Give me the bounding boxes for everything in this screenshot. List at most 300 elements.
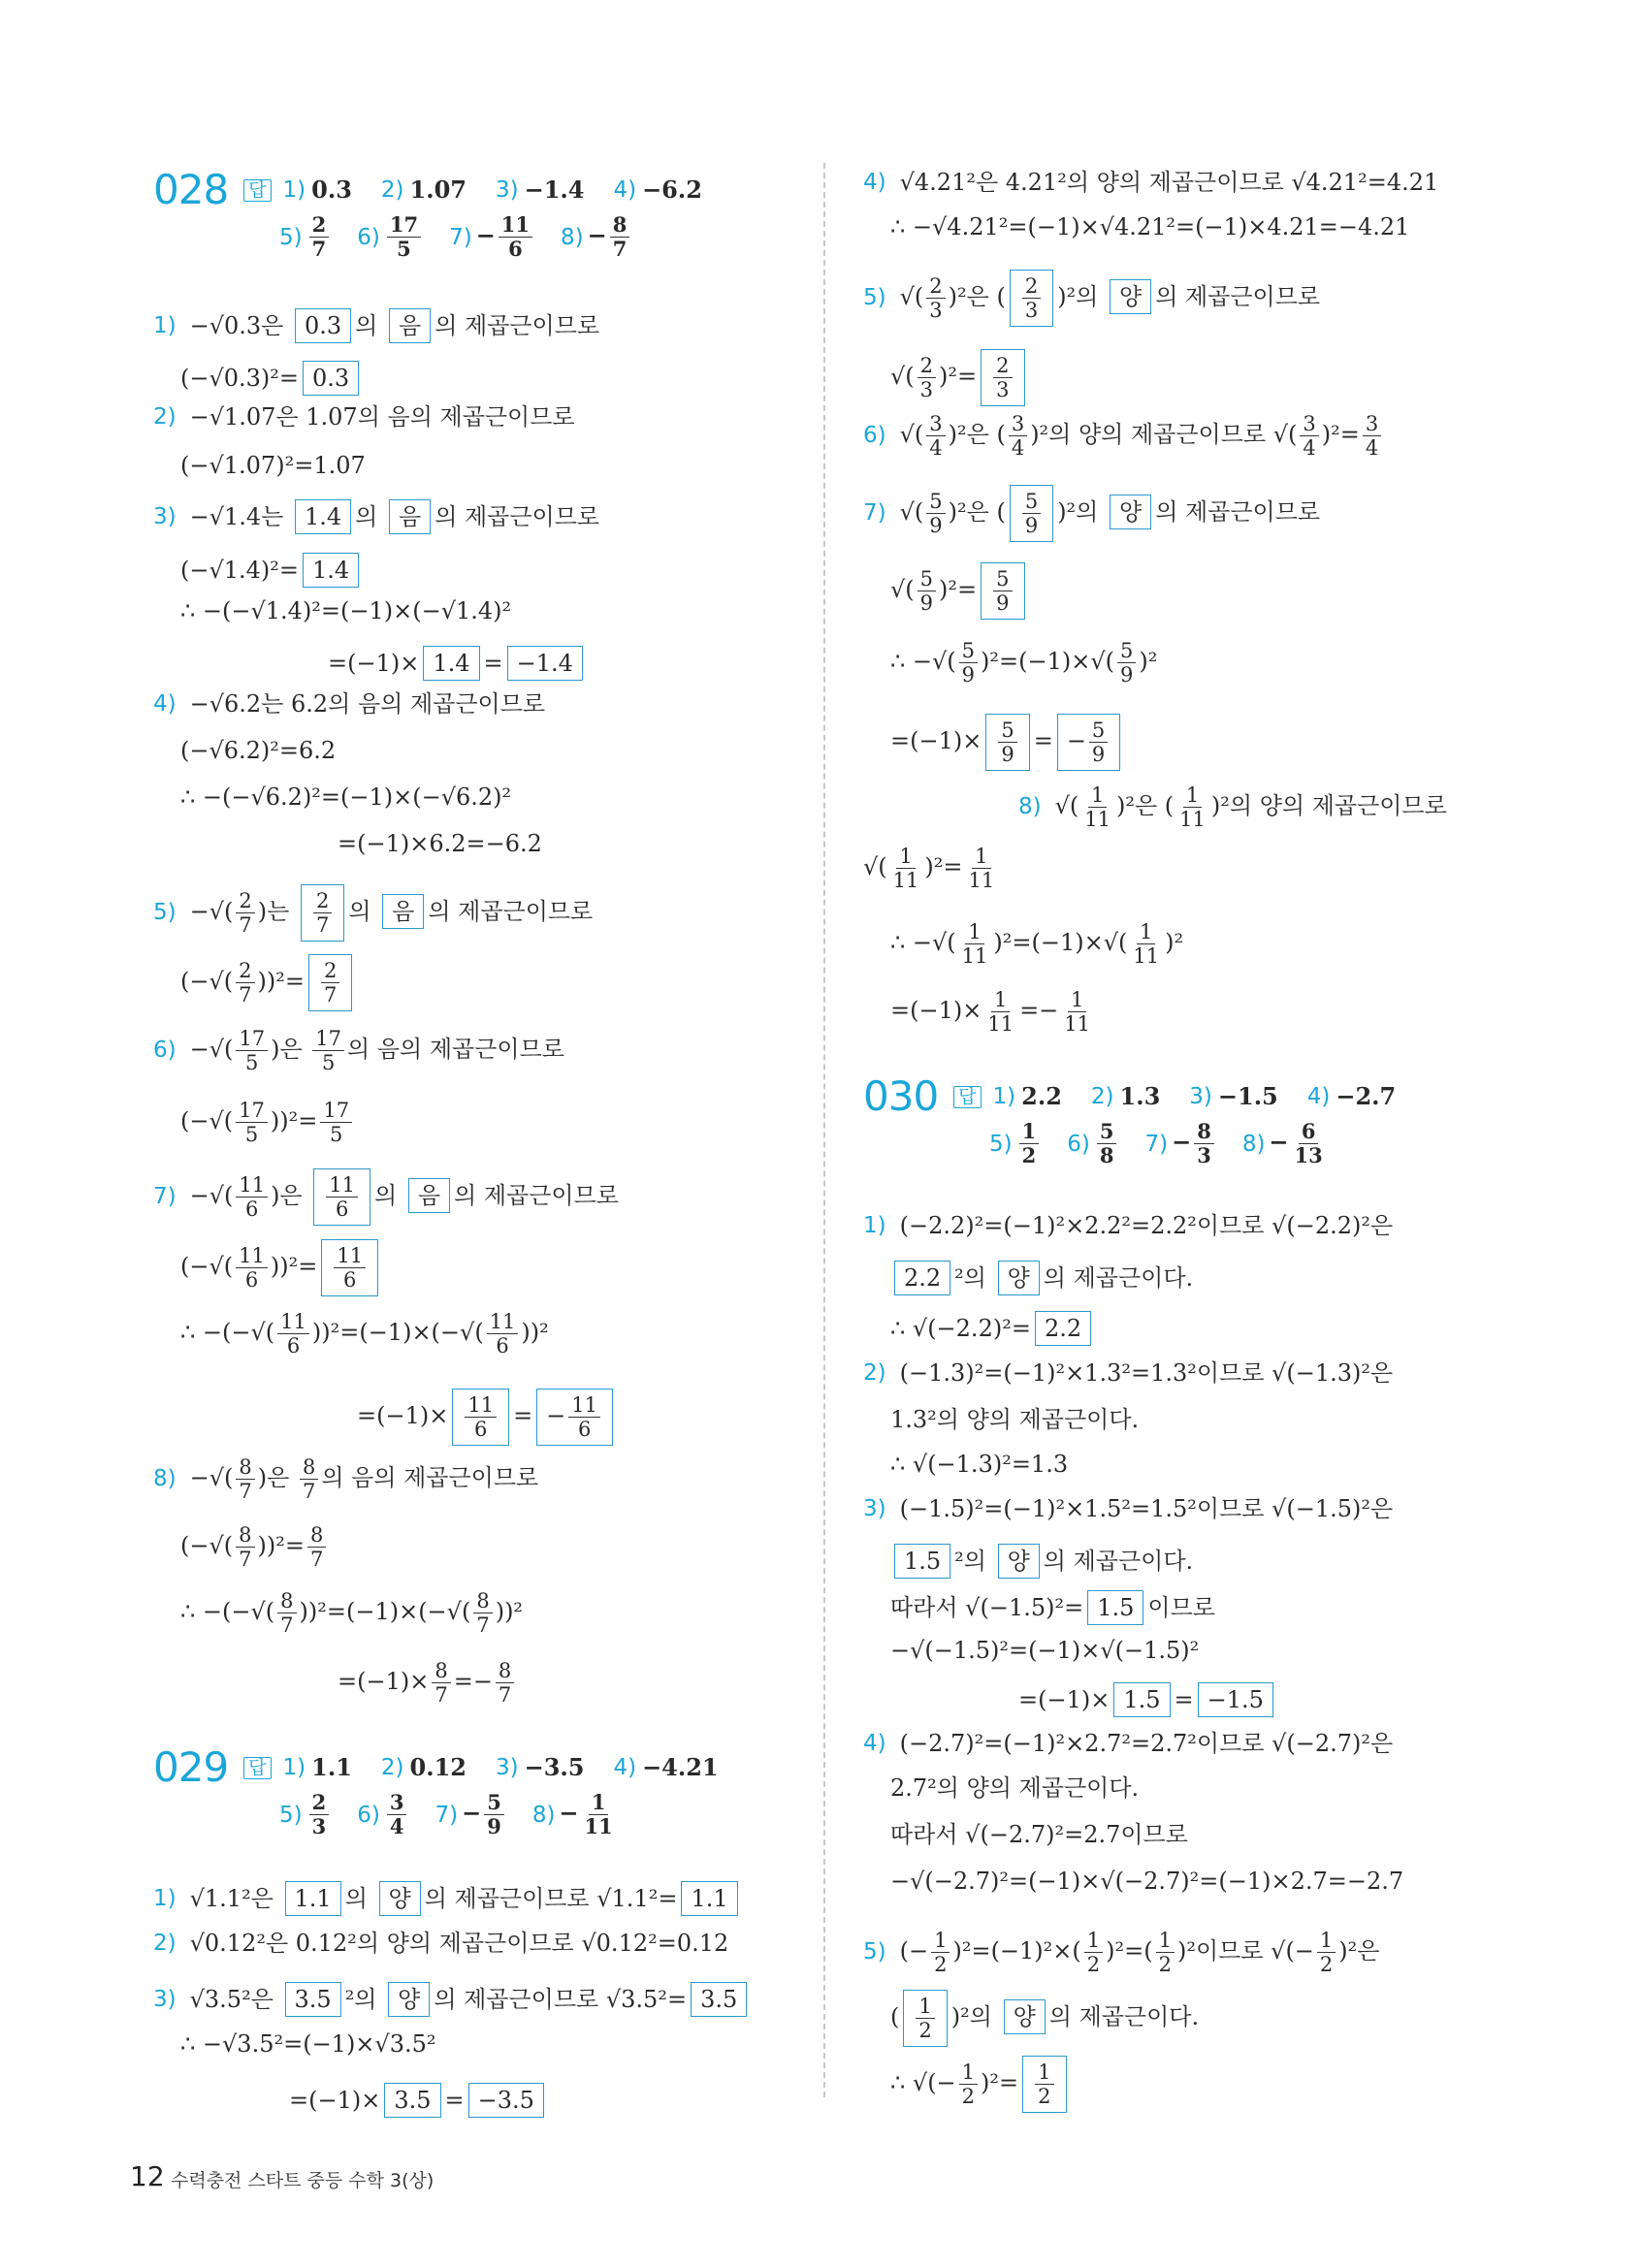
fraction: $\frac{1}{2}$ [1084,1930,1103,1975]
answer-number: 3) [1189,1083,1212,1109]
fraction: $\frac{11}{6}$ [499,214,532,260]
fraction: $\frac{1}{11}$ [968,845,995,893]
answer-box: 양 [1004,1999,1046,2034]
solution-line [180,1590,523,1636]
solution-line [180,361,363,396]
answer-box [1010,270,1053,327]
solution-text: 따라서 √(−2.7)²=2.7이므로 [890,1821,1188,1848]
fraction: $\frac{1}{2}$ [1035,2061,1053,2107]
answer-value: −4.21 [642,1753,719,1781]
fraction: $\frac{3}{4}$ [387,1792,407,1837]
fraction: $\frac{1}{11}$ [584,1790,613,1839]
solution-text: =(−1)× $\frac{11}{6}$ = − $\frac{11}{6}$ [357,1389,617,1446]
answer-box: 1.4 [295,499,351,534]
fraction: $\frac{11}{6}$ [277,1311,309,1357]
solution-line [153,884,593,942]
answer-number: 5) [989,1131,1013,1157]
solution-text: (−√( $\frac{11}{6}$ ))²= $\frac{11}{6}$ [180,1239,382,1296]
fraction: $\frac{11}{6}$ [236,1245,268,1291]
answer-box: 3.5 [691,1982,747,2017]
solution-text: 따라서 √(−1.5)²= 1.5 이므로 [890,1590,1215,1625]
solution-line [153,308,599,343]
answer-box: 양 [1110,495,1151,529]
fraction: $\frac{17}{5}$ [320,1100,352,1145]
answer-number: 6) [1067,1131,1090,1157]
solution-line [180,1100,355,1145]
solution-text: (−√1.07)²=1.07 [180,452,366,479]
solution-line [180,1524,329,1570]
solution-text: ( $\frac{1}{2}$ )²의 양 의 제곱근이다. [890,1990,1199,2047]
answer-number: 2) [1090,1083,1114,1109]
answer-box: 1.5 [1087,1590,1143,1625]
solution-line [1018,784,1447,830]
fraction: $\frac{2}{3}$ [918,355,936,400]
solution-text: ∴ −(−√1.4)²=(−1)×(−√1.4)² [180,597,512,624]
solution-text: (−√1.4)²= 1.4 [180,553,363,588]
answer-value [384,1792,410,1837]
solution-text: (−2.2)²=(−1)²×2.2²=2.2²이므로 √(−2.2)²은 [899,1212,1394,1239]
answer-value: − $\frac{1}{11}$ [559,1792,618,1837]
answer-number: 8) [531,1802,556,1828]
solution-text: =(−1)× $\frac{5}{9}$ = − $\frac{5}{9}$ [890,714,1124,771]
answer-box [985,714,1029,771]
answer-value [306,214,333,260]
fraction: $\frac{8}{7}$ [277,1590,296,1636]
fraction: $\frac{8}{7}$ [300,1456,318,1502]
answer-box: 3.5 [285,1982,341,2017]
fraction: $\frac{1}{11}$ [1064,988,1091,1037]
solution-text: −√(−2.7)²=(−1)×√(−2.7)²=(−1)×2.7=−2.7 [890,1868,1404,1895]
answer-value: − $\frac{8}{3}$ [1172,1121,1217,1166]
fraction: $\frac{2}{7}$ [236,890,254,936]
answer-box: 음 [389,499,431,534]
item-number: 6) [153,1038,177,1064]
answer-number: 8) [1241,1131,1266,1157]
solution-line [180,2032,436,2056]
column-divider [823,163,825,2097]
answer-value: 1.1 [311,1753,352,1781]
fraction: $\frac{5}{9}$ [993,568,1012,614]
answer-number: 3) [495,176,519,203]
solution-text: (−√( $\frac{2}{7}$ ))²= $\frac{2}{7}$ [180,954,356,1011]
answer-row-fractions [989,1121,1354,1166]
fraction: $\frac{11}{6}$ [568,1394,600,1440]
solution-text: −√( $\frac{8}{7}$ )은 $\frac{8}{7}$ 의 음의 제곱근이므로 [189,1455,539,1504]
solution-line [890,1544,1193,1579]
solution-text: −√1.07은 1.07의 음의 제곱근이므로 [189,403,575,431]
solution-line [328,646,587,681]
item-number: 1) [153,1885,177,1911]
solution-text: −√(−1.5)²=(−1)×√(−1.5)² [890,1637,1200,1664]
answer-value: −1.4 [524,176,585,204]
fraction: $\frac{2}{3}$ [309,1792,330,1837]
item-number: 2) [863,1359,886,1386]
answer-box: 양 [998,1261,1040,1295]
solution-line [890,1311,1095,1346]
solution-line [180,954,356,1011]
fraction: $\frac{1}{2}$ [931,1930,950,1975]
solution-text: 2.7²의 양의 제곱근이다. [890,1774,1140,1802]
answer-value [1094,1121,1120,1166]
answer-tag: 답 [953,1086,981,1108]
problem-number: 030 [863,1072,939,1120]
page-number: 12 [130,2160,165,2192]
answer-value: − $\frac{8}{7}$ [588,214,633,260]
fraction: $\frac{17}{5}$ [387,214,421,260]
problem-header [153,166,731,213]
answer-number: 5) [279,224,303,250]
solution-text: (−√( $\frac{8}{7}$ ))²= $\frac{8}{7}$ [180,1524,329,1570]
fraction: $\frac{11}{6}$ [487,1311,519,1357]
fraction: $\frac{3}{4}$ [1009,413,1027,459]
answer-number: 1) [992,1083,1016,1109]
answer-number: 7) [449,224,472,250]
answer-box [308,954,352,1011]
fraction: $\frac{3}{4}$ [1363,413,1381,459]
solution-line [153,692,545,716]
fraction: $\frac{11}{6}$ [465,1394,497,1440]
fraction: $\frac{1}{11}$ [1179,783,1206,832]
answer-number: 4) [1306,1083,1331,1109]
fraction: $\frac{5}{9}$ [1089,719,1108,765]
solution-text: √4.21²은 4.21²의 양의 제곱근이므로 √4.21²=4.21 [899,169,1439,196]
fraction: $\frac{2}{7}$ [313,890,332,936]
fraction: $\frac{17}{5}$ [236,1100,268,1145]
fraction: $\frac{5}{9}$ [998,719,1016,765]
solution-text: √( $\frac{1}{11}$ )²= $\frac{1}{11}$ [863,846,1000,891]
solution-text: −√( $\frac{2}{7}$ )는 $\frac{2}{7}$ 의 음 의 제곱근이므로 [190,884,594,942]
solution-line [863,270,1320,327]
solution-text: 2.2 ²의 양 의 제곱근이다. [890,1261,1193,1295]
fraction: $\frac{17}{5}$ [236,1028,268,1073]
answer-box: −1.5 [1198,1682,1273,1717]
item-number: 3) [863,1495,886,1521]
solution-text: √( $\frac{2}{3}$ )²= $\frac{2}{3}$ [890,349,1029,406]
solution-line [863,1214,1393,1237]
solution-line [153,1932,728,1955]
item-number: 2) [153,1930,177,1956]
solution-line [180,599,511,623]
answer-number: 8) [561,224,584,250]
solution-text: =(−1)× 3.5 = −3.5 [289,2083,548,2118]
answer-number: 4) [613,176,637,203]
fraction: $\frac{5}{9}$ [1117,640,1136,686]
fraction: $\frac{1}{2}$ [1317,1930,1336,1975]
solution-line [890,1776,1139,1800]
solution-line [338,1660,517,1706]
solution-text: 1.3²의 양의 제곱근이다. [890,1406,1140,1433]
answer-box: 양 [388,1982,430,2017]
fraction: $\frac{5}{9}$ [484,1792,504,1837]
answer-value: −1.5 [1217,1082,1278,1110]
fraction: $\frac{1}{2}$ [959,2061,978,2107]
solution-line [890,349,1029,406]
solution-line [153,1881,742,1916]
answer-box: 2.2 [1035,1311,1091,1346]
fraction: $\frac{8}{7}$ [432,1660,450,1706]
answer-value [1016,1121,1043,1166]
answer-number: 1) [282,1754,306,1780]
solution-line [890,1639,1199,1662]
solution-text: ∴ √(− $\frac{1}{2}$ )²= $\frac{1}{2}$ [890,2056,1071,2113]
solution-line [890,1823,1188,1846]
fraction: $\frac{8}{3}$ [1194,1121,1214,1166]
solution-line [890,215,1409,239]
problem-number: 029 [153,1743,229,1791]
answer-value: 1.3 [1119,1082,1161,1110]
answer-value [384,214,424,260]
problem-number: 028 [153,166,229,213]
fraction: $\frac{5}{8}$ [1097,1121,1117,1166]
answer-number: 3) [495,1754,519,1780]
answer-box [1022,2056,1066,2113]
solution-line [863,485,1320,542]
solution-line [890,1869,1403,1893]
answer-box: −1.4 [507,646,583,681]
solution-text: −√1.4는 1.4 의 음 의 제곱근이므로 [190,499,600,534]
fraction: $\frac{8}{7}$ [496,1660,514,1706]
fraction: $\frac{1}{2}$ [1019,1121,1040,1166]
answer-value: 0.12 [409,1753,467,1781]
solution-text: √( $\frac{1}{11}$ )²은 ( $\frac{1}{11}$ )²의 양의 제곱근이므로 [1054,783,1447,832]
solution-line [863,171,1438,194]
answer-number: 1) [282,176,306,203]
solution-text: √( $\frac{5}{9}$ )²은 ( $\frac{5}{9}$ )²의 양 의 제곱근이므로 [900,485,1321,542]
fraction: $\frac{3}{4}$ [926,413,945,459]
answer-box: 음 [408,1178,450,1213]
fraction: $\frac{1}{11}$ [987,988,1014,1037]
solution-line [890,989,1096,1035]
fraction: $\frac{1}{2}$ [916,1996,934,2041]
solution-line [890,921,1183,967]
answer-value: −2.7 [1336,1082,1397,1110]
answer-tag: 답 [243,179,271,202]
solution-line [1018,1682,1277,1717]
solution-line [863,1361,1393,1385]
solution-text: ∴ √(−2.2)²= 2.2 [890,1311,1095,1346]
item-number: 3) [153,1986,177,2012]
item-number: 4) [153,690,177,717]
fraction: $\frac{2}{7}$ [321,960,339,1006]
answer-box [981,349,1024,406]
answer-box: 1.4 [423,646,479,681]
item-number: 4) [863,1730,886,1756]
book-title: 수력충전 스타트 중등 수학 3(상) [171,2170,435,2191]
solution-line [180,1311,549,1357]
fraction: $\frac{2}{7}$ [309,214,330,260]
solution-line [863,1930,1379,1975]
solution-text: −√0.3은 0.3 의 음 의 제곱근이므로 [190,308,600,343]
solution-line [890,1453,1068,1476]
solution-text: (−√( $\frac{17}{5}$ ))²= $\frac{17}{5}$ [180,1100,355,1145]
answer-box: 음 [382,894,424,929]
item-number: 5) [153,900,177,926]
solution-text: (−1.3)²=(−1)²×1.3²=1.3²이므로 √(−1.3)²은 [899,1359,1394,1387]
fraction: $\frac{8}{7}$ [610,214,630,260]
answer-box [1010,485,1053,542]
solution-text: −√( $\frac{17}{5}$ )은 $\frac{17}{5}$ 의 음의 제곱근이므로 [189,1027,564,1075]
fraction: $\frac{1}{11}$ [1084,783,1111,832]
fraction: $\frac{6}{13}$ [1294,1119,1323,1168]
solution-line [338,832,542,855]
solution-line [863,1497,1393,1520]
solution-line [180,739,336,762]
fraction: $\frac{8}{7}$ [236,1524,254,1570]
answer-box: 3.5 [384,2083,440,2118]
answer-value: − $\frac{11}{6}$ [476,214,535,260]
answer-box: 0.3 [295,308,351,343]
answer-box: − $\frac{11}{6}$ [536,1389,613,1446]
answer-value: −6.2 [642,176,702,204]
fraction: $\frac{2}{3}$ [1022,275,1041,321]
item-number: 7) [863,500,886,527]
solution-line [890,1590,1215,1625]
solution-text: ∴ −(−√( $\frac{8}{7}$ ))²=(−1)×(−√( $\frac{8}{7}$ ))² [180,1589,524,1638]
solution-line [890,1261,1193,1295]
fraction: $\frac{2}{7}$ [236,960,254,1006]
solution-line [153,405,575,429]
solution-text: (−√6.2)²=6.2 [180,737,337,764]
answer-box: − $\frac{5}{9}$ [1057,714,1120,771]
problem-header [863,1072,1425,1120]
answer-box [321,1239,378,1296]
fraction: $\frac{1}{11}$ [1133,920,1160,969]
solution-text: ∴ −√( $\frac{5}{9}$ )²=(−1)×√( $\frac{5}{9}$ )² [890,639,1158,687]
solution-text: √( $\frac{3}{4}$ )²은 ( $\frac{3}{4}$ )²의 양의 제곱근이므로 √( $\frac{3}{4}$ )²= $\frac{3}{4}$ [900,413,1385,459]
fraction: $\frac{1}{11}$ [892,845,919,893]
answer-box: 양 [1110,279,1151,314]
item-number: 5) [863,1939,886,1965]
solution-line [289,2083,548,2118]
solution-line [180,454,366,477]
answer-value: − $\frac{6}{13}$ [1269,1121,1328,1166]
solution-line [153,499,599,534]
answer-value: 0.3 [311,176,352,204]
answer-number: 4) [613,1754,637,1780]
solution-text: ∴ −√( $\frac{1}{11}$ )²=(−1)×√( $\frac{1}{11}$ )² [890,920,1184,969]
solution-line [890,2056,1071,2113]
solution-text: √0.12²은 0.12²의 양의 제곱근이므로 √0.12²=0.12 [189,1930,729,1957]
item-number: 1) [863,1212,886,1238]
answer-number: 6) [357,1802,380,1828]
solution-line [153,1168,619,1226]
item-number: 1) [153,312,177,338]
solution-line [180,785,511,809]
item-number: 3) [153,503,177,529]
solution-line [890,1408,1139,1431]
solution-text: ∴ −(−√6.2)²=(−1)×(−√6.2)² [180,783,512,811]
answer-box: 양 [998,1544,1040,1579]
answer-box [313,1168,370,1226]
item-number: 2) [153,403,177,430]
answer-value: 1.07 [409,176,467,204]
solution-line [863,1732,1393,1755]
answer-number: 2) [380,176,404,203]
answer-box: 양 [379,1881,421,1916]
solution-text: ∴ −(−√( $\frac{11}{6}$ ))²=(−1)×(−√( $\frac{11}{6}$ ))² [180,1310,549,1358]
answer-value: − $\frac{5}{9}$ [462,1792,507,1837]
answer-number: 2) [380,1754,404,1780]
solution-text: =(−1)× $\frac{8}{7}$ =− $\frac{8}{7}$ [338,1660,517,1706]
solution-line [863,413,1384,459]
solution-text: (−√0.3)²= 0.3 [180,361,363,396]
answer-number: 7) [1144,1131,1169,1157]
item-number: 8) [153,1466,177,1492]
answer-number: 5) [279,1802,303,1828]
fraction: $\frac{2}{3}$ [926,275,945,321]
fraction: $\frac{1}{2}$ [1156,1930,1175,1975]
solution-text: √( $\frac{2}{3}$ )²은 ( $\frac{2}{3}$ )²의 양 의 제곱근이므로 [900,270,1321,327]
solution-text: =(−1)× 1.5 = −1.5 [1018,1682,1277,1717]
fraction: $\frac{8}{7}$ [307,1524,326,1570]
solution-text: =(−1)×6.2=−6.2 [338,830,542,857]
fraction: $\frac{3}{4}$ [1300,413,1318,459]
fraction: $\frac{11}{6}$ [326,1174,358,1220]
solution-text: 1.5 ²의 양 의 제곱근이다. [890,1544,1193,1579]
answer-number: 6) [357,224,380,250]
solution-line [153,1028,564,1073]
fraction: $\frac{11}{6}$ [236,1174,268,1220]
fraction: $\frac{8}{7}$ [236,1456,254,1502]
answer-box: 1.1 [681,1881,737,1916]
solution-line [890,562,1029,620]
item-number: 8) [1018,794,1042,820]
solution-text: √( $\frac{5}{9}$ )²= $\frac{5}{9}$ [890,562,1029,620]
answer-box [981,562,1024,620]
solution-line [180,1239,382,1296]
answer-box: 1.5 [894,1544,950,1579]
answer-box [301,884,344,942]
solution-text: =(−1)× $\frac{1}{11}$ =− $\frac{1}{11}$ [890,989,1096,1035]
solution-text: =(−1)× 1.4 = −1.4 [328,646,587,681]
fraction: $\frac{11}{6}$ [334,1245,366,1291]
answer-box: 1.1 [285,1881,341,1916]
answer-number: 7) [435,1802,459,1828]
answer-box: −3.5 [468,2083,544,2118]
item-number: 6) [863,423,886,449]
solution-line [180,553,363,588]
answer-value: −3.5 [524,1753,585,1781]
answer-box: 2.2 [894,1261,950,1295]
answer-box [452,1389,509,1446]
solution-text: (− $\frac{1}{2}$ )²=(−1)²×( $\frac{1}{2}$ )²=( $\frac{1}{2}$ )²이므로 √(− $\frac{1}{2}$ )²은 [899,1929,1380,1977]
solution-text: ∴ √(−1.3)²=1.3 [890,1451,1069,1478]
solution-text: −√6.2는 6.2의 음의 제곱근이므로 [189,690,546,718]
answer-tag: 답 [243,1757,271,1779]
answer-value [306,1792,333,1837]
solution-line [863,846,1000,891]
solution-line [153,1982,751,2017]
fraction: $\frac{5}{9}$ [959,640,978,686]
solution-line [153,1456,538,1502]
fraction: $\frac{8}{7}$ [473,1590,492,1636]
fraction: $\frac{5}{9}$ [926,491,945,536]
item-number: 4) [863,169,886,195]
item-number: 7) [153,1184,177,1210]
item-number: 5) [863,285,886,311]
answer-box [903,1990,947,2047]
answer-box: 음 [389,308,431,343]
fraction: $\frac{5}{9}$ [918,568,936,614]
solution-text: (−2.7)²=(−1)²×2.7²=2.7²이므로 √(−2.7)²은 [899,1730,1394,1757]
solution-text: √1.1²은 1.1 의 양 의 제곱근이므로 √1.1²= 1.1 [190,1881,742,1916]
solution-line [890,1990,1199,2047]
answer-row-fractions [279,1792,644,1837]
answer-box: 1.5 [1113,1682,1170,1717]
solution-text: ∴ −√3.5²=(−1)×√3.5² [180,2030,436,2058]
fraction: $\frac{2}{3}$ [993,355,1012,400]
solution-line [890,714,1124,771]
